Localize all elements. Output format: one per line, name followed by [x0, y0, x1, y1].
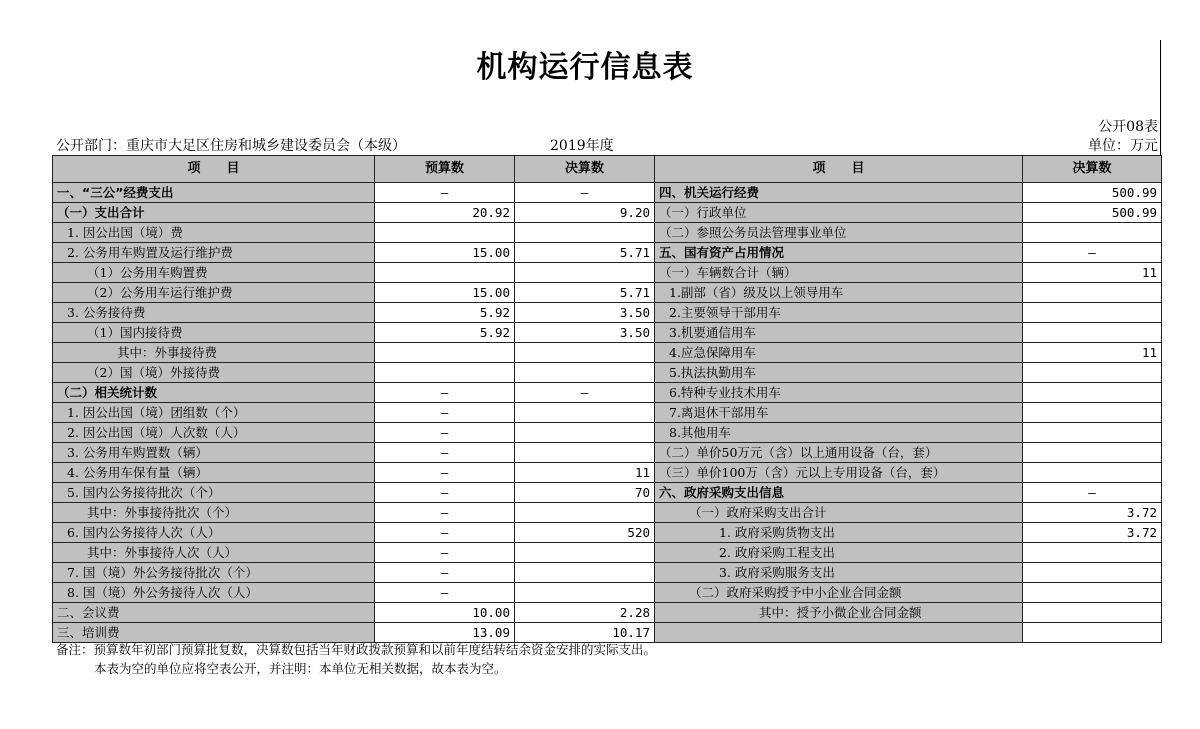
final-value: 520 — [515, 523, 655, 543]
budget-value: 20.92 — [375, 203, 515, 223]
notes — [56, 640, 656, 678]
left-item-label: （1）公务用车购置费 — [53, 263, 375, 283]
table-row — [53, 243, 1162, 263]
right-item-label: 8.其他用车 — [655, 423, 1023, 443]
right-item-label: （一）车辆数合计（辆） — [655, 263, 1023, 283]
right-final-value — [1023, 383, 1162, 403]
budget-value: — — [375, 443, 515, 463]
left-item-label: （2）公务用车运行维护费 — [53, 283, 375, 303]
left-item-label: （一）支出合计 — [53, 203, 375, 223]
right-item-label: （一）行政单位 — [655, 203, 1023, 223]
left-item-label: （1）国内接待费 — [53, 323, 375, 343]
left-item-label: 一、“三公”经费支出 — [53, 183, 375, 203]
final-value — [515, 223, 655, 243]
right-final-value — [1023, 543, 1162, 563]
budget-value: — — [375, 483, 515, 503]
right-item-label: 2. 政府采购工程支出 — [655, 543, 1023, 563]
left-item-label: 二、会议费 — [53, 603, 375, 623]
right-final-value: 3.72 — [1023, 503, 1162, 523]
final-value: 9.20 — [515, 203, 655, 223]
table-row — [53, 483, 1162, 503]
final-value: 70 — [515, 483, 655, 503]
unit-label: 单位：万元 — [1088, 138, 1158, 154]
column-header-item-left: 项 目 — [53, 156, 375, 183]
column-header-final: 决算数 — [515, 156, 655, 183]
final-value: 3.50 — [515, 323, 655, 343]
budget-value: — — [375, 403, 515, 423]
right-item-label: 2.主要领导干部用车 — [655, 303, 1023, 323]
left-item-label: 5. 国内公务接待批次（个） — [53, 483, 375, 503]
left-item-label: （二）相关统计数 — [53, 383, 375, 403]
right-item-label: （三）单价100万（含）元以上专用设备（台，套） — [655, 463, 1023, 483]
right-item-label: 四、机关运行经费 — [655, 183, 1023, 203]
final-value — [515, 443, 655, 463]
right-item-label: 1. 政府采购货物支出 — [655, 523, 1023, 543]
right-final-value — [1023, 323, 1162, 343]
table-row — [53, 263, 1162, 283]
right-item-label: 3. 政府采购服务支出 — [655, 563, 1023, 583]
table-row — [53, 223, 1162, 243]
left-item-label: 其中：外事接待人次（人） — [53, 543, 375, 563]
budget-value: 15.00 — [375, 283, 515, 303]
right-final-value — [1023, 603, 1162, 623]
final-value — [515, 423, 655, 443]
table-header-row — [53, 156, 1162, 183]
left-item-label: 三、培训费 — [53, 623, 375, 643]
right-final-value: — — [1023, 243, 1162, 263]
right-final-value — [1023, 223, 1162, 243]
budget-value: 5.92 — [375, 323, 515, 343]
right-final-value — [1023, 283, 1162, 303]
right-item-label: 6.特种专业技术用车 — [655, 383, 1023, 403]
left-item-label: 其中：外事接待费 — [53, 343, 375, 363]
right-final-value — [1023, 583, 1162, 603]
table-row — [53, 603, 1162, 623]
left-item-label: 2. 公务用车购置及运行维护费 — [53, 243, 375, 263]
right-final-value: — — [1023, 483, 1162, 503]
year-label: 2019年度 — [550, 138, 614, 154]
table-row — [53, 543, 1162, 563]
final-value — [515, 363, 655, 383]
right-item-label: （二）参照公务员法管理事业单位 — [655, 223, 1023, 243]
table-row — [53, 203, 1162, 223]
table-row — [53, 403, 1162, 423]
right-final-value — [1023, 443, 1162, 463]
final-value — [515, 563, 655, 583]
table-row — [53, 463, 1162, 483]
right-item-label: （二）政府采购授予中小企业合同金额 — [655, 583, 1023, 603]
final-value — [515, 263, 655, 283]
budget-value: 15.00 — [375, 243, 515, 263]
final-value — [515, 343, 655, 363]
budget-value — [375, 263, 515, 283]
left-item-label: 6. 国内公务接待人次（人） — [53, 523, 375, 543]
table-row — [53, 303, 1162, 323]
budget-value: — — [375, 563, 515, 583]
budget-value: — — [375, 383, 515, 403]
final-value: 10.17 — [515, 623, 655, 643]
table-row — [53, 423, 1162, 443]
table-row — [53, 583, 1162, 603]
budget-value: — — [375, 543, 515, 563]
department-label: 公开部门：重庆市大足区住房和城乡建设委员会（本级） — [56, 138, 406, 154]
left-item-label: （2）国（境）外接待费 — [53, 363, 375, 383]
right-item-label: 六、政府采购支出信息 — [655, 483, 1023, 503]
right-item-label: （二）单价50万元（含）以上通用设备（台，套） — [655, 443, 1023, 463]
budget-value: — — [375, 183, 515, 203]
budget-value — [375, 223, 515, 243]
table-row — [53, 183, 1162, 203]
right-item-label: 1.副部（省）级及以上领导用车 — [655, 283, 1023, 303]
note-line-1: 备注：预算数年初部门预算批复数，决算数包括当年财政拨款预算和以前年度结转结余资金安排的实际支出。 — [56, 642, 657, 657]
right-item-label: 7.离退休干部用车 — [655, 403, 1023, 423]
right-final-value — [1023, 563, 1162, 583]
budget-value: 13.09 — [375, 623, 515, 643]
budget-value: — — [375, 463, 515, 483]
budget-value: — — [375, 523, 515, 543]
budget-value: — — [375, 583, 515, 603]
budget-value: 5.92 — [375, 303, 515, 323]
table-row — [53, 503, 1162, 523]
right-item-label: 3.机要通信用车 — [655, 323, 1023, 343]
left-item-label: 3. 公务用车购置数（辆） — [53, 443, 375, 463]
final-value: 5.71 — [515, 243, 655, 263]
final-value: 3.50 — [515, 303, 655, 323]
right-final-value: 500.99 — [1023, 183, 1162, 203]
page-title: 机构运行信息表 — [476, 50, 694, 85]
column-header-item-right: 项 目 — [655, 156, 1023, 183]
table-row — [53, 563, 1162, 583]
table-row — [53, 363, 1162, 383]
right-item-label: 5.执法执勤用车 — [655, 363, 1023, 383]
final-value — [515, 543, 655, 563]
right-item-label: 4.应急保障用车 — [655, 343, 1023, 363]
final-value: 5.71 — [515, 283, 655, 303]
operations-info-table — [52, 155, 1162, 643]
left-item-label: 4. 公务用车保有量（辆） — [53, 463, 375, 483]
final-value — [515, 503, 655, 523]
right-item-label: 五、国有资产占用情况 — [655, 243, 1023, 263]
final-value — [515, 403, 655, 423]
left-item-label: 7. 国（境）外公务接待批次（个） — [53, 563, 375, 583]
left-item-label: 2. 因公出国（境）人次数（人） — [53, 423, 375, 443]
right-final-value — [1023, 303, 1162, 323]
form-number: 公开08表 — [1098, 119, 1158, 135]
right-item-label: 其中：授予小微企业合同金额 — [655, 603, 1023, 623]
table-row — [53, 443, 1162, 463]
budget-value: — — [375, 423, 515, 443]
budget-value: — — [375, 503, 515, 523]
note-line-2: 本表为空的单位应将空表公开，并注明：本单位无相关数据，故本表为空。 — [94, 661, 507, 676]
table-row — [53, 383, 1162, 403]
right-final-value — [1023, 363, 1162, 383]
right-final-value: 11 — [1023, 343, 1162, 363]
left-item-label: 3. 公务接待费 — [53, 303, 375, 323]
final-value: — — [515, 183, 655, 203]
right-item-label: （一）政府采购支出合计 — [655, 503, 1023, 523]
right-final-value: 11 — [1023, 263, 1162, 283]
final-value: — — [515, 383, 655, 403]
right-final-value — [1023, 423, 1162, 443]
left-item-label: 其中：外事接待批次（个） — [53, 503, 375, 523]
right-final-value: 3.72 — [1023, 523, 1162, 543]
left-item-label: 8. 国（境）外公务接待人次（人） — [53, 583, 375, 603]
table-row — [53, 283, 1162, 303]
budget-value — [375, 363, 515, 383]
final-value: 11 — [515, 463, 655, 483]
left-item-label: 1. 因公出国（境）团组数（个） — [53, 403, 375, 423]
table-row — [53, 323, 1162, 343]
right-item-label — [655, 623, 1023, 643]
right-final-value — [1023, 623, 1162, 643]
column-header-budget: 预算数 — [375, 156, 515, 183]
budget-value: 10.00 — [375, 603, 515, 623]
budget-value — [375, 343, 515, 363]
right-final-value: 500.99 — [1023, 203, 1162, 223]
left-item-label: 1. 因公出国（境）费 — [53, 223, 375, 243]
column-header-right-final: 决算数 — [1023, 156, 1162, 183]
right-final-value — [1023, 403, 1162, 423]
right-final-value — [1023, 463, 1162, 483]
final-value: 2.28 — [515, 603, 655, 623]
table-row — [53, 523, 1162, 543]
table-row — [53, 343, 1162, 363]
final-value — [515, 583, 655, 603]
